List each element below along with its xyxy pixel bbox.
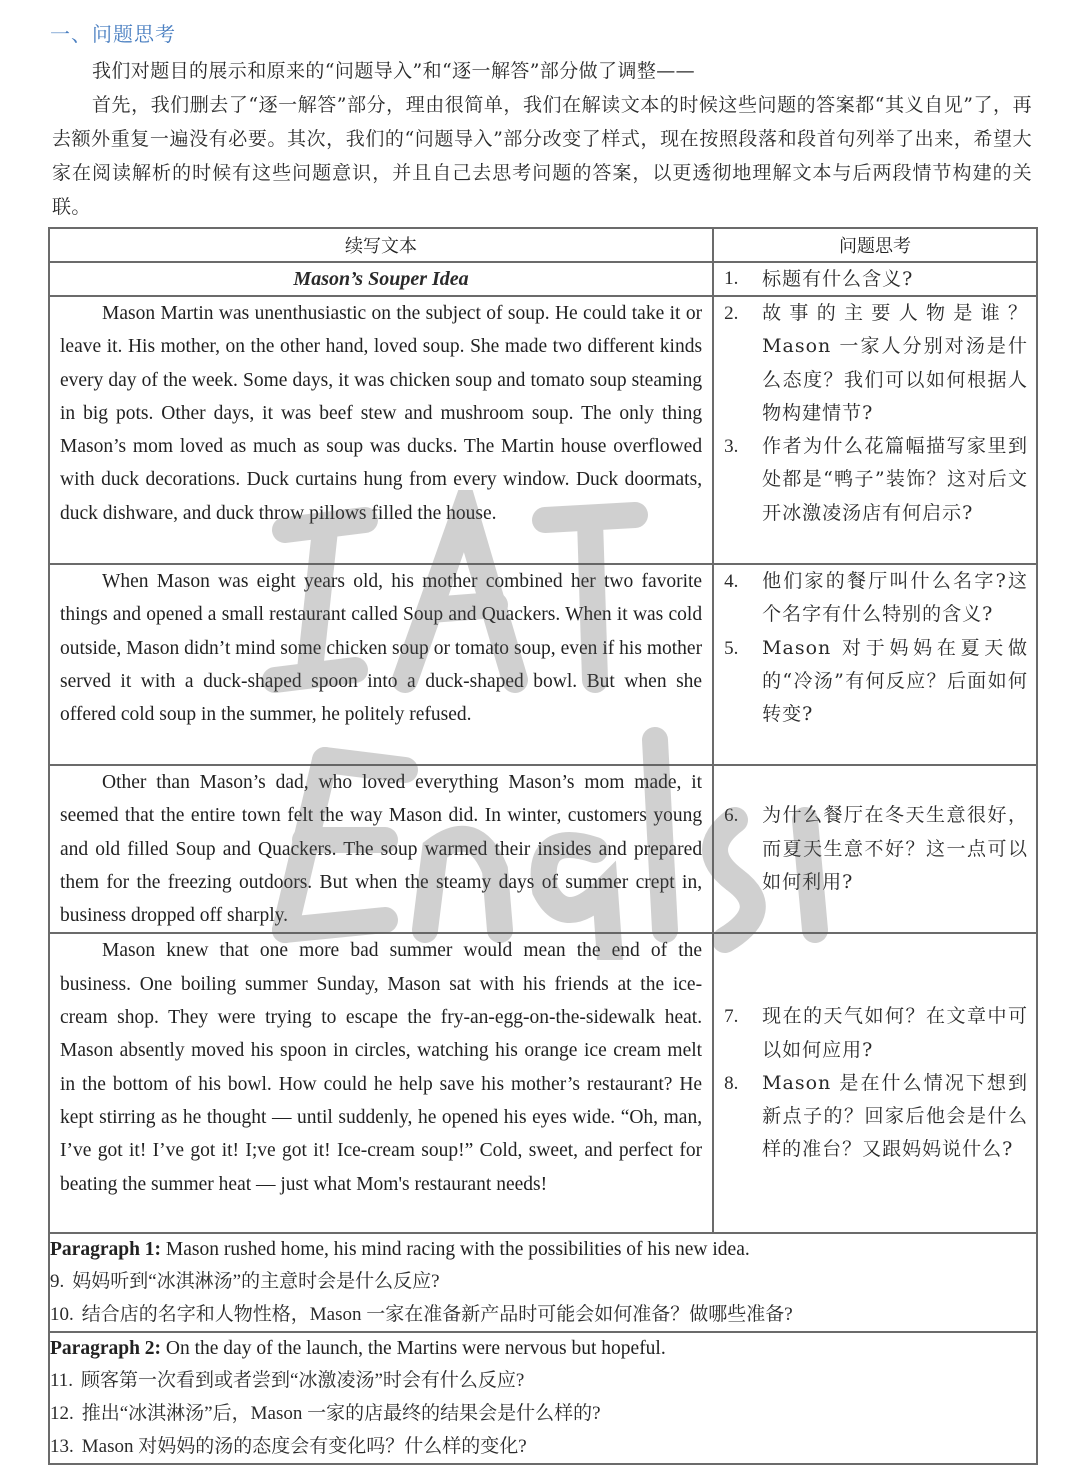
question-number: 6.: [724, 805, 739, 827]
paragraph-sentence: Mason rushed home, his mind racing with the possibilities of his new idea.: [165, 1239, 750, 1261]
paragraph-1-opening: [50, 1234, 1036, 1265]
table-row: [49, 296, 1037, 564]
question-number: 8.: [724, 1072, 739, 1094]
question-text: 他们家的餐厅叫什么名字?这个名字有什么特别的含义?: [762, 570, 1028, 626]
question-item: [724, 1067, 1028, 1167]
question-item: [50, 1265, 1036, 1298]
question-item: [50, 1298, 1036, 1331]
paragraph-sentence: On the day of the launch, the Martins were nervous but hopeful.: [165, 1338, 666, 1360]
question-number: 4.: [724, 571, 739, 592]
question-item: [724, 430, 1028, 530]
question-text: Mason 对于妈妈在夏天做的“冷汤”有何反应？后面如何转变?: [762, 636, 1028, 726]
question-list: [714, 263, 1036, 295]
question-text: 结合店的名字和人物性格，Mason 一家在准备新产品时可能会如何准备？做哪些准备?: [81, 1304, 793, 1326]
question-text: 顾客第一次看到或者尝到“冰激凌汤”时会有什么反应?: [81, 1370, 525, 1392]
question-text: 故事的主要人物是谁？Mason 一家人分别对汤是什么态度？我们可以如何根据人物构建情节?: [762, 302, 1028, 424]
question-text: 推出“冰淇淋汤”后，Mason 一家的店最终的结果会是什么样的?: [81, 1403, 601, 1425]
question-text: 作者为什么花篇幅描写家里到处都是“鸭子”装饰？这对后文开冰激凌汤店有何启示?: [762, 435, 1028, 524]
question-item: [724, 799, 1028, 899]
story-paragraph: Mason knew that one more bad summer would mean the end of the business. One boiling summer Sunday, Mason sat with his friends at the ice-cream shop. They were trying to escape the fry-an-egg-on-the-sidewalk heat. Mason absently moved his spoon in circles, watching his orange ice cream melt in the bottom of his bowl. How could he help save his mother’s restaurant? He kept stirring as he thought — until suddenly, he opened his eyes wide. “Oh, man, I’ve got it! I’ve got it! I;ve got it! Ice-cream soup!” Cold, sweet, and perfect for beating the summer heat — just what Mom's restaurant needs!: [60, 940, 703, 1195]
question-item: [724, 632, 1028, 732]
question-text: Mason 对妈妈的汤的态度会有变化吗？什么样的变化?: [81, 1436, 527, 1458]
paragraph-label: Paragraph 1:: [50, 1239, 162, 1261]
question-item: [724, 263, 1028, 295]
intro-paragraph: 我们对题目的展示和原来的“问题导入”和“逐一解答”部分做了调整——: [92, 60, 696, 82]
intro-text: [52, 54, 1032, 224]
question-text: 妈妈听到“冰淇淋汤”的主意时会是什么反应?: [72, 1271, 440, 1293]
question-number: 9.: [50, 1271, 65, 1293]
paragraph-2-row: [49, 1332, 1037, 1464]
paragraph-2-opening: [50, 1333, 1036, 1364]
question-number: 5.: [724, 637, 739, 659]
question-number: 10.: [50, 1304, 74, 1326]
intro-paragraph: 首先，我们删去了“逐一解答”部分，理由很简单，我们在解读文本的时候这些问题的答案都“其义自见”了，再去额外重复一遍没有必要。其次，我们的“问题导入”部分改变了样式，现在按照段落和段首句列举了出来，希望大家在阅读解析的时候有这些问题意识，并且自己去思考问题的答案，以更透彻地理解文本与后两段情节构建的关联。: [52, 94, 1032, 218]
table-header-row: [49, 228, 1037, 262]
question-text: 现在的天气如何？在文章中可以如何应用?: [762, 1005, 1028, 1061]
story-paragraph: When Mason was eight years old, his mother combined her two favorite things and opened a small restaurant called Soup and Quackers. When it was cold outside, Mason didn’t mind some chicken soup or tomato soup, even if his mother served it with a duck-shaped spoon into a duck-shaped bowl. But when she offered cold soup in the summer, he politely refused.: [60, 571, 703, 726]
header-continuation-text: 续写文本: [49, 228, 713, 262]
question-list: [714, 565, 1036, 731]
table-row-title: [49, 262, 1037, 296]
question-text: 标题有什么含义?: [762, 268, 914, 290]
question-item: [50, 1397, 1036, 1430]
story-question-table: [48, 227, 1038, 1465]
question-list: [714, 1000, 1036, 1166]
story-title: Mason’s Souper Idea: [293, 268, 469, 290]
question-item: [50, 1430, 1036, 1463]
paragraph-1-row: [49, 1233, 1037, 1332]
paragraph-label: Paragraph 2:: [50, 1338, 162, 1360]
table-row: [49, 765, 1037, 933]
header-question-thinking: 问题思考: [713, 228, 1037, 262]
question-list: [714, 799, 1036, 899]
question-number: 1.: [724, 268, 739, 289]
table-row: [49, 933, 1037, 1233]
question-number: 12.: [50, 1403, 74, 1425]
question-text: Mason 是在什么情况下想到新点子的？回家后他会是什么样的准台？又跟妈妈说什么?: [762, 1071, 1028, 1161]
story-paragraph: Other than Mason’s dad, who loved everything Mason’s mom made, it seemed that the entire town felt the way Mason did. In winter, customers young and old filled Soup and Quackers. The soup warmed their insides and prepared them for the freezing outdoors. But when the steamy days of summer crept in, business dropped off sharply.: [60, 772, 703, 927]
question-text: 为什么餐厅在冬天生意很好，而夏天生意不好？这一点可以如何利用?: [762, 804, 1028, 893]
section-title: 一、问题思考: [50, 22, 176, 46]
table-row: [49, 564, 1037, 765]
story-paragraph: Mason Martin was unenthusiastic on the subject of soup. He could take it or leave it. His mother, on the other hand, loved soup. She made two different kinds every day of the week. Some days, it was chicken soup and tomato soup steaming in big pots. Other days, it was beef stew and mushroom soup. The only thing Mason’s mom loved as much as soup was ducks. The Martin house overflowed with duck decorations. Duck curtains hung from every window. Duck doormats, duck dishware, and duck throw pillows filled the house.: [60, 303, 703, 524]
question-number: 13.: [50, 1436, 74, 1458]
question-item: [724, 565, 1028, 632]
question-number: 11.: [50, 1370, 74, 1392]
question-number: 3.: [724, 436, 739, 458]
question-number: 2.: [724, 303, 739, 324]
question-number: 7.: [724, 1006, 739, 1028]
question-item: [50, 1364, 1036, 1397]
question-item: [724, 297, 1028, 430]
question-item: [724, 1000, 1028, 1067]
question-list: [714, 297, 1036, 530]
